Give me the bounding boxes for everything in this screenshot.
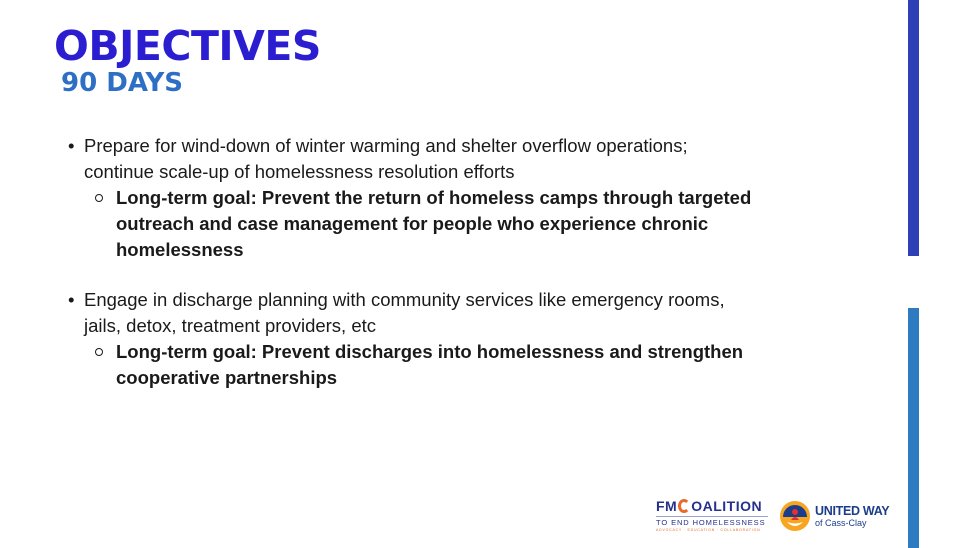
bullet-item [68,133,848,185]
united-way-hand-icon [779,500,811,532]
hollow-circle-bullet-icon [93,339,116,391]
united-way-region: of Cass-Clay [815,517,867,528]
accent-bar-top [908,0,919,256]
sub-bullet-item [93,339,848,391]
united-way-name: UNITED WAY [815,503,890,518]
sub-bullet-item [93,185,848,263]
coalition-logo-wordmark: FM OALITION [656,498,763,514]
bullet-dot-icon: • [68,289,75,310]
bullet-item [68,287,848,339]
united-way-logo [779,499,890,533]
fm-coalition-logo [656,497,768,533]
accent-bar-bottom [908,308,919,548]
slide-title: OBJECTIVES [54,22,321,70]
hollow-circle-bullet-icon [93,185,116,263]
bullet-text: Prepare for wind-down of winter warming and shelter overflow operations; continue scale-up of homelessness resolution efforts [84,135,688,182]
sub-bullet-text: Long-term goal: Prevent the return of homeless camps through targeted outreach and case management for people who experience chronic homelessness [116,187,752,260]
bullet-dot-icon: • [68,135,75,156]
logo-divider [656,516,768,517]
bullet-text: Engage in discharge planning with community services like emergency rooms, jails, detox, treatment providers, etc [84,289,725,336]
objectives-list [68,133,848,391]
coalition-c-icon [678,499,690,513]
coalition-subtagline: ADVOCACY · EDUCATION · COLLABORATION [656,528,761,532]
sub-bullet-text: Long-term goal: Prevent discharges into homelessness and strengthen cooperative partnerships [116,341,744,388]
slide-subtitle: 90 DAYS [61,68,184,98]
coalition-tagline: TO END HOMELESSNESS [656,518,766,527]
